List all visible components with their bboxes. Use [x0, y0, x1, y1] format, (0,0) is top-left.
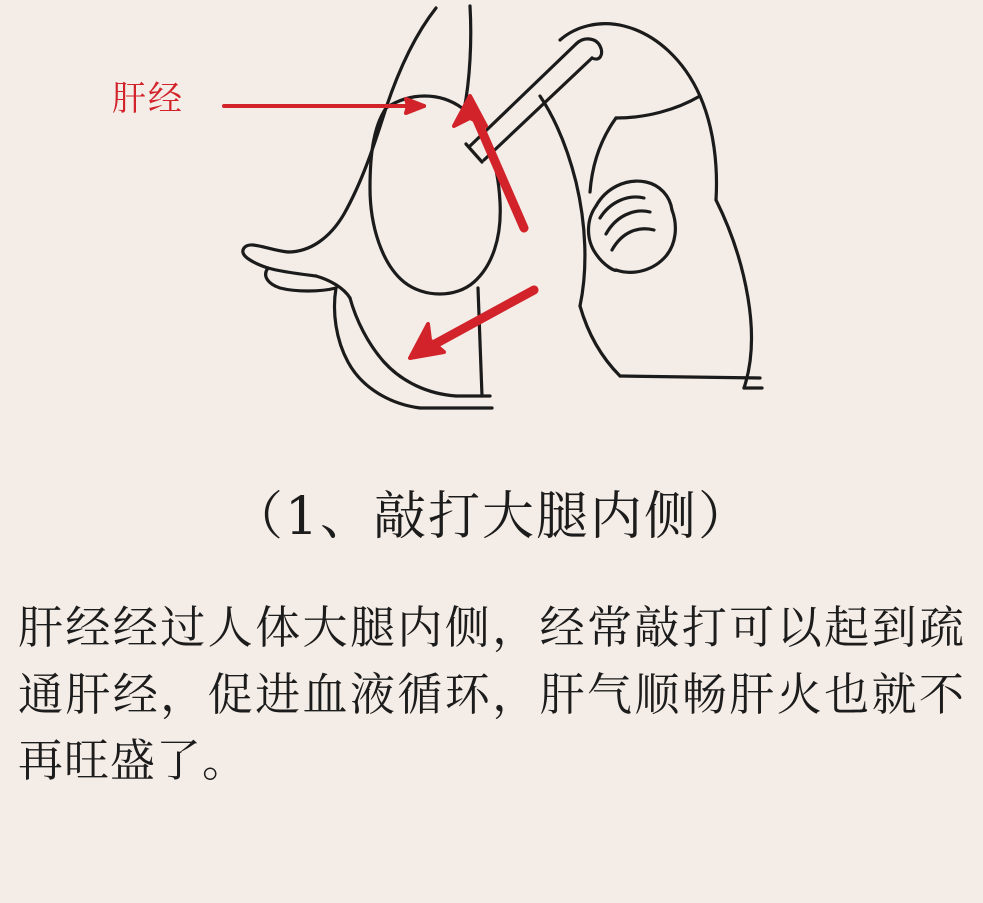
- arrow-up-head: [454, 96, 486, 126]
- meridian-label: 肝经: [112, 79, 184, 119]
- pointer-arrowhead: [406, 99, 424, 113]
- body-paragraph: 肝经经过人体大腿内侧，经常敲打可以起到疏通肝经，促进血液循环，肝气顺畅肝火也就不再旺盛了。: [18, 601, 965, 788]
- figure-caption: （1、敲打大腿内侧）: [230, 487, 753, 547]
